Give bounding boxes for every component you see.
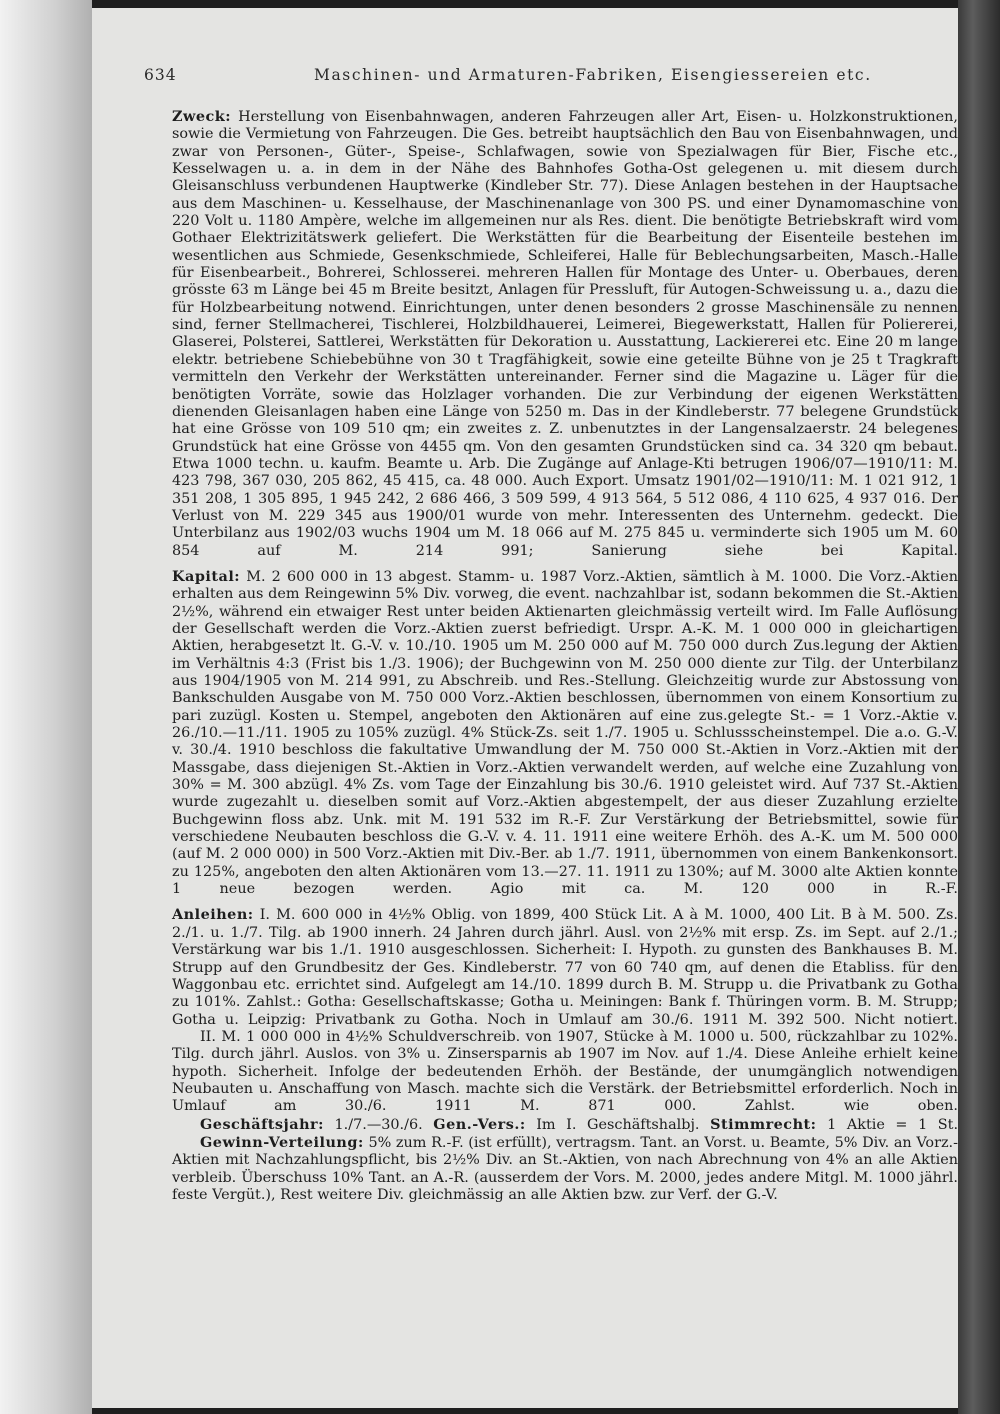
section-kapital [172, 568, 958, 899]
document-page [92, 8, 958, 1408]
anleihen-label: Anleihen: [172, 906, 254, 924]
anleihen-text-1: I. M. 600 000 in 4½% Oblig. von 1899, 400 Stück Lit. A à M. 1000, 400 Lit. B à M. 500. Zs. 2./1. u. 1./7. Tilg. ab 1900 innerh. 24 Jahren durch jährl. Ausl. von 2½% mit ersp. Zs. im Sept. auf 2./1.; Verstärkung war bis 1./1. 1910 ausgeschlossen. Sicherheit: I. Hypoth. zu gunsten des Bankhauses B. M. Strupp auf den Grundbesitz der Ges. Kindleberstr. 77 von 60 740 qm, auf denen die Etabliss. für den Waggonbau etc. errichtet sind. Aufgelegt am 14./10. 1899 durch B. M. Strupp u. die Privatbank zu Gotha zu 101%. Zahlst.: Gotha: Gesellschaftskasse; Gotha u. Meiningen: Bank f. Thüringen vorm. B. M. Strupp; Gotha u. Leipzig: Privatbank zu Gotha. Noch in Umlauf am 30./6. 1911 M. 392 500. Nicht notiert. [172, 907, 958, 1028]
running-title: Maschinen- und Armaturen-Fabriken, Eisengiessereien etc. [314, 66, 872, 84]
section-meta [172, 1116, 958, 1134]
section-gewinn [172, 1134, 958, 1204]
anleihen-text-2: II. M. 1 000 000 in 4½% Schuldverschreib. von 1907, Stücke à M. 1000 u. 500, rückzahlbar zu 102%. Tilg. durch jährl. Auslos. von 3% u. Zinsersparnis ab 1907 im Nov. auf 1./4. Diese Anleihe erhielt keine hypoth. Sicherheit. Infolge der bedeutenden Erhöh. der Bestände, der unumgänglich notwendigen Neubauten u. Anschaffung von Masch. machte sich die Verstärk. der Betriebsmittel erforderlich. Noch in Umlauf am 30./6. 1911 M. 871 000. Zahlst. wie oben. [172, 1028, 958, 1115]
geschaeftsjahr-label: Geschäftsjahr: [200, 1115, 324, 1133]
kapital-label: Kapital: [172, 567, 241, 585]
book-gutter [0, 0, 92, 1414]
book-edge [958, 0, 1000, 1414]
page-number: 634 [144, 66, 177, 84]
page-header [144, 66, 924, 88]
geschaeftsjahr-text: 1./7.—30./6. [334, 1116, 423, 1133]
gen-vers-label: Gen.-Vers.: [433, 1115, 526, 1133]
zweck-text: Herstellung von Eisenbahnwagen, anderen Fahrzeugen aller Art, Eisen- u. Holzkonstruktionen, sowie die Vermietung von Fahrzeugen. Die Ges. betreibt hauptsächlich den Bau von Eisenbahnwagen, und zwar von Personen-, Güter-, Speise-, Schlafwagen, sowie von Spezialwagen für Bier, Fische etc., Kesselwagen u. a. in dem in der Nähe des Bahnhofes Gotha-Ost gelegenen u. mit diesem durch Gleisanschluss verbundenen Hauptwerke (Kindleber Str. 77). Diese Anlagen bestehen in der Hauptsache aus dem Maschinen- u. Kesselhause, der Maschinenanlage von 300 PS. und einer Dynamomaschine von 220 Volt u. 1180 Ampère, welche im allgemeinen nur als Res. dient. Die benötigte Betriebskraft wird vom Gothaer Elektrizitätswerk geliefert. Die Werkstätten für die Bearbeitung der Eisenteile bestehen im wesentlichen aus Schmiede, Gesenkschmiede, Schleiferei, Halle für Beblechungsarbeiten, Masch.-Halle für Eisenbearbeit., Bohrerei, Schlosserei. mehreren Hallen für Montage des Unter- u. Oberbaues, deren grösste 63 m Länge bei 45 m Breite besitzt, Anlagen für Pressluft, für Autogen-Schweissung u. a., dazu die für Holzbearbeitung notwend. Einrichtungen, unter denen besonders 2 grosse Maschinensäle zu nennen sind, ferner Stellmacherei, Tischlerei, Holzbildhauerei, Leimerei, Biegewerkstatt, Hallen für Poliererei, Glaserei, Polsterei, Sattlerei, Werkstätten für Dekoration u. Ausstattung, Lackiererei etc. Eine 20 m lange elektr. betriebene Schiebebühne von 30 t Tragfähigkeit, sowie eine geteilte Bühne von je 25 t Tragkraft vermitteln den Verkehr der Werkstätten untereinander. Ferner sind die Magazine u. Läger für die benötigten Vorräte, sowie das Holzlager vorhanden. Die zur Verbindung der eigenen Werkstätten dienenden Gleisanlagen haben eine Länge von 5250 m. Das in der Kindleberstr. 77 belegene Grundstück hat eine Grösse von 109 510 qm; ein zweites z. Z. unbenutztes in der Langensalzaerstr. 24 belegenes Grundstück hat eine Grösse von 4455 qm. Von den gesamten Grundstücken sind ca. 34 320 qm bebaut. Etwa 1000 techn. u. kaufm. Beamte u. Arb. Die Zugänge auf Anlage-Kti betrugen 1906/07—1910/11: M. 423 798, 367 030, 205 862, 45 415, ca. 48 000. Auch Export. Umsatz 1901/02—1910/11: M. 1 021 912, 1 351 208, 1 305 895, 1 945 242, 2 686 466, 3 509 599, 4 913 564, 5 512 086, 4 110 625, 4 937 016. Der Verlust von M. 229 345 aus 1900/01 wurde von mehr. Interessenten des Unternehm. gedeckt. Die Unterbilanz aus 1902/03 wuchs 1904 um M. 18 066 auf M. 275 845 u. verminderte sich 1905 um M. 60 854 auf M. 214 991; Sanierung siehe bei Kapital. [172, 109, 958, 559]
kapital-text: M. 2 600 000 in 13 abgest. Stamm- u. 1987 Vorz.-Aktien, sämtlich à M. 1000. Die Vorz.-Aktien erhalten aus dem Reingewinn 5% Div. vorweg, die event. nachzahlbar ist, sodann bekommen die St.-Aktien 2½%, während ein etwaiger Rest unter beiden Aktienarten gleichmässig verteilt wird. Im Falle Auflösung der Gesellschaft werden die Vorz.-Aktien zuerst befriedigt. Urspr. A.-K. M. 1 000 000 in gleichartigen Aktien, herabgesetzt lt. G.-V. v. 10./10. 1905 um M. 250 000 auf M. 750 000 durch Zus.legung der Aktien im Verhältnis 4:3 (Frist bis 1./3. 1906); der Buchgewinn von M. 250 000 diente zur Tilg. der Unterbilanz aus 1904/1905 von M. 214 991, zu Abschreib. und Res.-Stellung. Gleichzeitig wurde zur Abstossung von Bankschulden Ausgabe von M. 750 000 Vorz.-Aktien beschlossen, übernommen von einem Konsortium zu pari zuzügl. Kosten u. Stempel, angeboten den Aktionären auf eine zus.gelegte St.- = 1 Vorz.-Aktie v. 26./10.—11./11. 1905 zu 105% zuzügl. 4% Stück-Zs. seit 1./7. 1905 u. Schlussscheinstempel. Die a.o. G.-V. v. 30./4. 1910 beschloss die fakultative Umwandlung der M. 750 000 St.-Aktien in Vorz.-Aktien mit der Massgabe, dass diejenigen St.-Aktien in Vorz.-Aktien verwandelt werden, auf welche eine Zuzahlung von 30% = M. 300 abzügl. 4% Zs. vom Tage der Einzahlung bis 30./6. 1910 geleistet wird. Auf 737 St.-Aktien wurde zugezahlt u. dieselben somit auf Vorz.-Aktien abgestempelt, der aus dieser Zuzahlung erzielte Buchgewinn floss abz. Unk. mit M. 191 532 im R.-F. Zur Verstärkung der Betriebsmittel, sowie für verschiedene Neubauten beschloss die G.-V. v. 4. 11. 1911 eine weitere Erhöh. des A.-K. um M. 500 000 (auf M. 2 000 000) in 500 Vorz.-Aktien mit Div.-Ber. ab 1./7. 1911, übernommen von einem Bankenkonsort. zu 125%, angeboten den alten Aktionären vom 13.—27. 11. 1911 zu 130%; auf M. 3000 alte Aktien konnte 1 neue bezogen werden. Agio mit ca. M. 120 000 in R.-F. [172, 568, 958, 898]
gen-vers-text: Im I. Geschäftshalbj. [536, 1116, 700, 1133]
section-anleihen-1 [172, 906, 958, 1028]
gewinn-label: Gewinn-Verteilung: [200, 1133, 364, 1151]
stimmrecht-text: 1 Aktie = 1 St. [827, 1116, 958, 1133]
zweck-label: Zweck: [172, 108, 232, 125]
body-text [172, 108, 958, 1204]
gewinn-text: 5% zum R.-F. (ist erfüllt), vertragsm. Tant. an Vorst. u. Beamte, 5% Div. an Vorz.-Aktien mit Nachzahlungspflicht, bis 2½% Div. an St.-Aktien, von nach Abrechnung von 4% an alle Aktien verbleib. Überschuss 10% Tant. an A.-R. (ausserdem der Vors. M. 2000, jedes andere Mitgl. M. 1000 jährl. feste Vergüt.), Rest weitere Div. gleichmässig an alle Aktien bzw. zur Verf. der G.-V. [172, 1134, 958, 1203]
section-zweck [172, 108, 958, 560]
section-anleihen-2 [172, 1029, 958, 1116]
stimmrecht-label: Stimmrecht: [710, 1115, 817, 1133]
